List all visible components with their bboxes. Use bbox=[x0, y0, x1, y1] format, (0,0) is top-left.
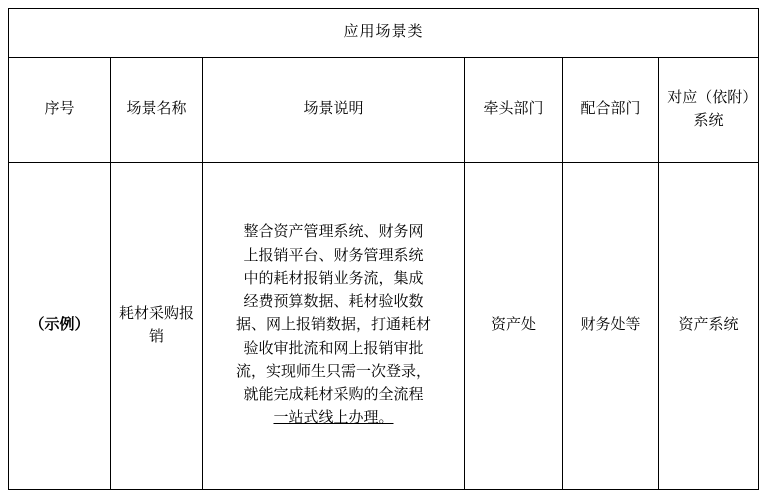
column-header-scene-name: 场景名称 bbox=[111, 58, 203, 163]
column-header-seq: 序号 bbox=[9, 58, 111, 163]
description-line: 中的耗材报销业务流，集成 bbox=[243, 270, 424, 287]
row-cooperating-department: 财务处等 bbox=[563, 163, 659, 490]
table-title-row bbox=[9, 9, 759, 58]
row-lead-department: 资产处 bbox=[465, 163, 563, 490]
description-line-underlined: 一站式线上办理。 bbox=[273, 410, 394, 427]
column-header-corresponding-system: 对应（依附）系统 bbox=[659, 58, 759, 163]
table-title: 应用场景类 bbox=[9, 9, 759, 58]
row-scene-description bbox=[203, 163, 465, 490]
description-line: 流，实现师生只需一次登录， bbox=[235, 363, 431, 380]
row-sequence: （示例） bbox=[9, 163, 111, 490]
row-corresponding-system: 资产系统 bbox=[659, 163, 759, 490]
description-line: 上报销平台、财务管理系统 bbox=[243, 247, 424, 264]
description-line: 整合资产管理系统、财务网 bbox=[243, 224, 424, 241]
description-line: 经费预算数据、耗材验收数 bbox=[243, 294, 424, 311]
table-row bbox=[9, 163, 759, 490]
description-line: 验收审批流和网上报销审批 bbox=[243, 340, 424, 357]
column-header-scene-description: 场景说明 bbox=[203, 58, 465, 163]
description-line: 就能完成耗材采购的全流程 bbox=[243, 387, 424, 404]
description-line: 据、网上报销数据，打通耗材 bbox=[235, 317, 431, 334]
table-header-row bbox=[9, 58, 759, 163]
column-header-lead-department: 牵头部门 bbox=[465, 58, 563, 163]
column-header-cooperating-department: 配合部门 bbox=[563, 58, 659, 163]
row-scene-name: 耗材采购报销 bbox=[111, 163, 203, 490]
application-scenario-table bbox=[8, 8, 759, 490]
